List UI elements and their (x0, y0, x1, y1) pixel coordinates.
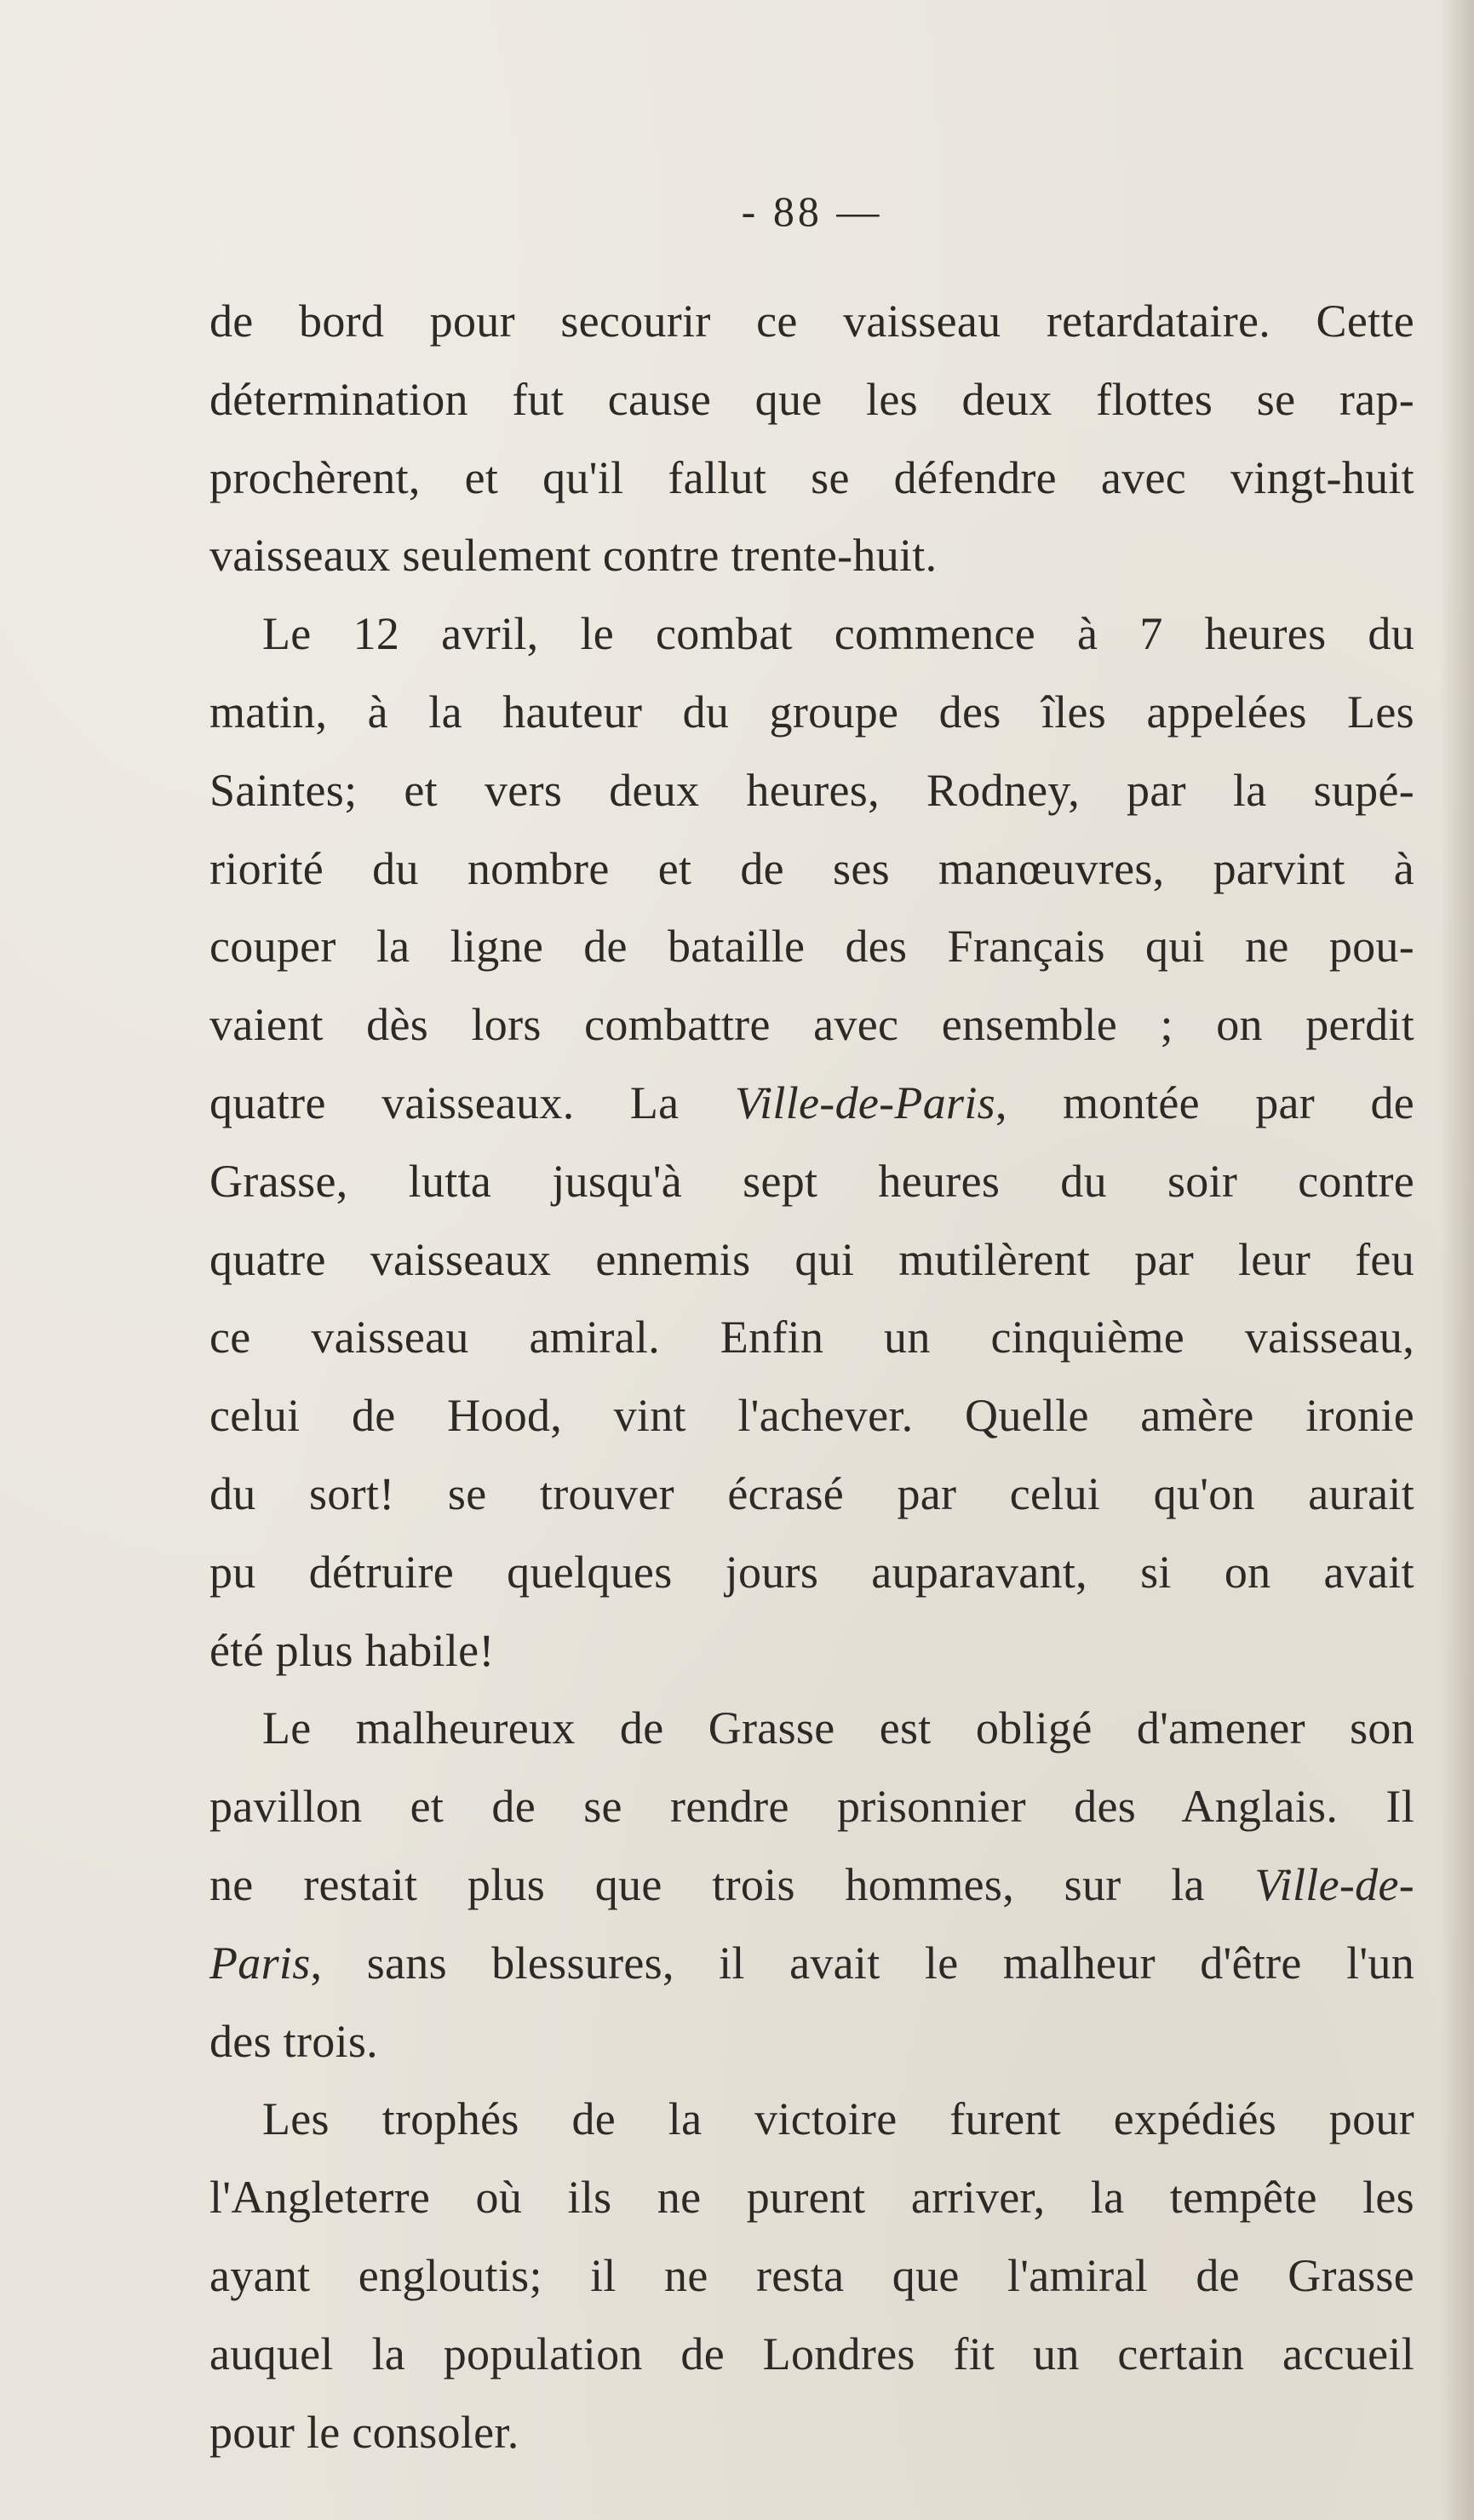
text-line (209, 1065, 1414, 1143)
text-line: Grasse, lutta jusqu'à sept heures du soir contre (209, 1155, 1414, 1207)
ship-name-italic: Ville-de- (1254, 1858, 1414, 1910)
text-segment: , montée par de (995, 1076, 1415, 1128)
text-line: couper la ligne de bataille des Français qui ne pou- (209, 921, 1414, 973)
text-segment: quatre vaisseaux. La (209, 1076, 735, 1128)
text-line: pu détruire quelques jours auparavant, si on avait (209, 1546, 1414, 1598)
text-line: du sort! se trouver écrasé par celui qu'on aurait (209, 1467, 1414, 1519)
text-line: ce vaisseau amiral. Enfin un cinquième vaisseau, (209, 1312, 1414, 1363)
ship-name-italic: Ville-de-Paris (734, 1076, 995, 1128)
text-line: l'Angleterre où ils ne purent arriver, la tempête les (209, 2172, 1414, 2224)
text-line: pavillon et de se rendre prisonnier des Anglais. Il (209, 1781, 1414, 1833)
text-segment: ne restait plus que trois hommes, sur la (209, 1858, 1255, 1910)
text-line: vaient dès lors combattre avec ensemble ; on perdit (209, 999, 1414, 1051)
text-line: quatre vaisseaux ennemis qui mutilèrent par leur feu (209, 1233, 1414, 1285)
text-line: Les trophés de la victoire furent expédiés pour (262, 2093, 1414, 2145)
text-line: des trois. (209, 2015, 378, 2067)
text-line: Le malheureux de Grasse est obligé d'amener son (262, 1702, 1414, 1754)
text-line: vaisseaux seulement contre trente-huit. (209, 530, 938, 582)
page-number: - 88 — (741, 187, 883, 235)
ship-name-italic: Paris (209, 1937, 311, 1989)
text-line: de bord pour secourir ce vaisseau retardataire. Cette (209, 296, 1414, 347)
text-line: matin, à la hauteur du groupe des îles appelées Les (209, 686, 1414, 738)
text-line: été plus habile! (209, 1624, 495, 1676)
text-line: pour le consoler. (209, 2406, 519, 2458)
text-line (209, 1846, 1414, 1925)
text-line (209, 1925, 1414, 2003)
text-line: celui de Hood, vint l'achever. Quelle amère ironie (209, 1390, 1414, 1442)
text-line: Le 12 avril, le combat commence à 7 heures du (262, 608, 1414, 660)
text-line: détermination fut cause que les deux flottes se rap- (209, 373, 1414, 425)
text-line: ayant engloutis; il ne resta que l'amiral de Grasse (209, 2249, 1414, 2301)
text-line: prochèrent, et qu'il fallut se défendre avec vingt-huit (209, 451, 1414, 503)
text-line: Saintes; et vers deux heures, Rodney, par la supé- (209, 764, 1414, 816)
text-line: riorité du nombre et de ses manœuvres, parvint à (209, 842, 1414, 894)
page-edge-shadow (1440, 0, 1474, 2520)
body-text (209, 283, 1414, 2471)
text-line: auquel la population de Londres fit un certain accueil (209, 2328, 1414, 2379)
text-segment: , sans blessures, il avait le malheur d'être l'un (310, 1937, 1414, 1989)
